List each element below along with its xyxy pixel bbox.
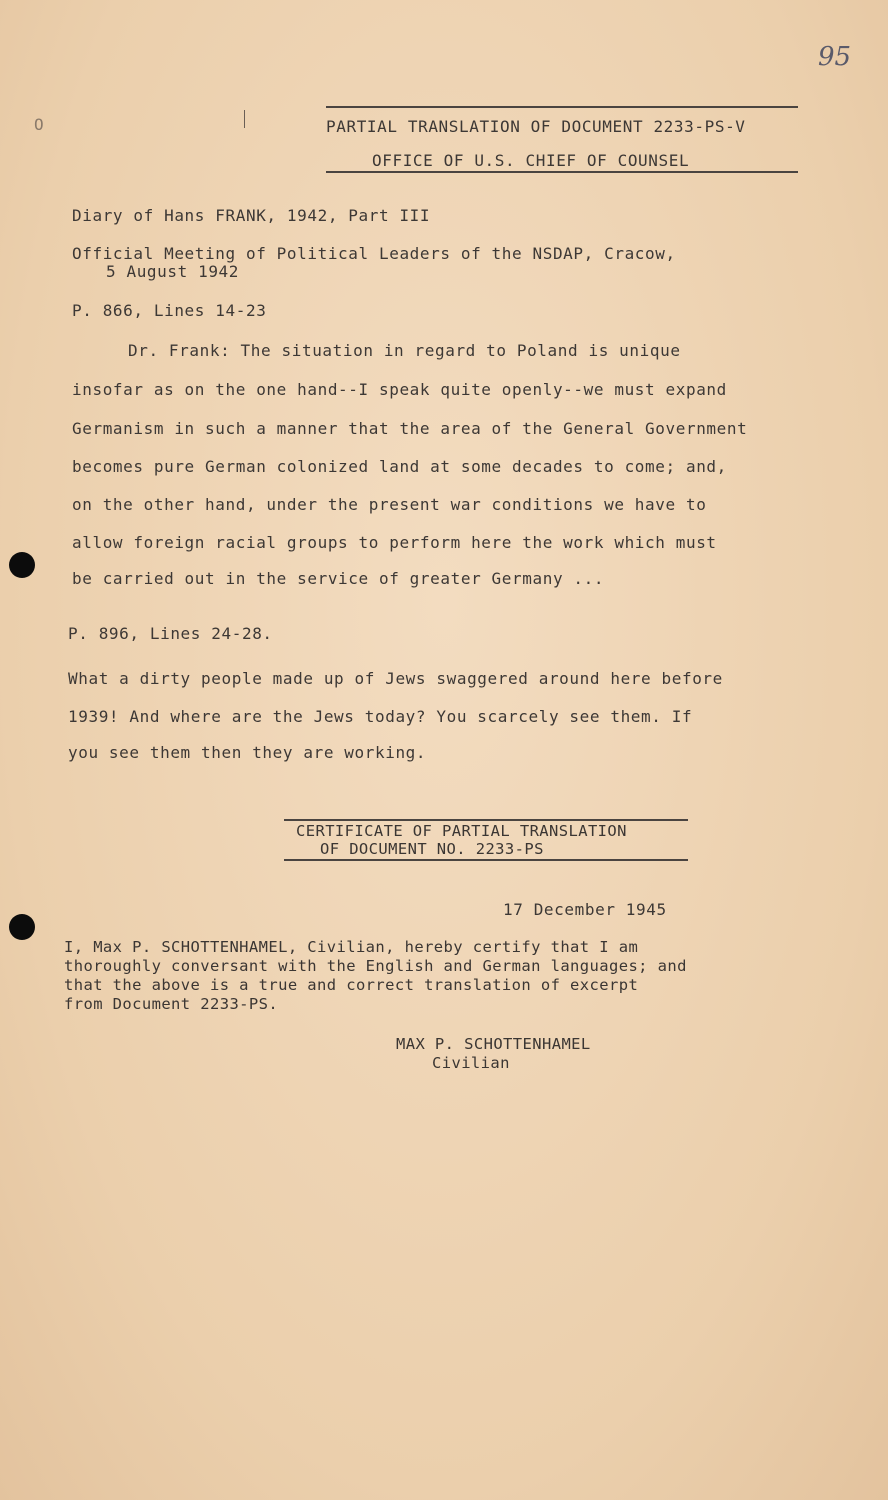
certificate-body-line: from Document 2233-PS. xyxy=(64,995,279,1013)
section2-line: 1939! And where are the Jews today? You scarcely see them. If xyxy=(68,707,693,726)
certificate-body-line: that the above is a true and correct translation of excerpt xyxy=(64,976,639,994)
header-bottom-rule xyxy=(326,171,798,173)
signature-title: Civilian xyxy=(432,1054,510,1072)
section1-line: Dr. Frank: The situation in regard to Poland is unique xyxy=(128,341,681,360)
section2-line: you see them then they are working. xyxy=(68,743,427,762)
certificate-title: CERTIFICATE OF PARTIAL TRANSLATION xyxy=(296,822,627,840)
punch-hole xyxy=(9,552,35,578)
section2-line: What a dirty people made up of Jews swaggered around here before xyxy=(68,669,723,688)
margin-mark: O xyxy=(34,115,44,134)
meeting-line-2: 5 August 1942 xyxy=(106,262,240,281)
certificate-body-line: I, Max P. SCHOTTENHAMEL, Civilian, hereby certify that I am xyxy=(64,938,639,956)
section1-line: allow foreign racial groups to perform here the work which must xyxy=(72,533,717,552)
certificate-subtitle: OF DOCUMENT NO. 2233-PS xyxy=(320,840,544,858)
section1-line: insofar as on the one hand--I speak quite openly--we must expand xyxy=(72,380,727,399)
header-title: PARTIAL TRANSLATION OF DOCUMENT 2233-PS-V xyxy=(326,117,746,136)
section1-line: on the other hand, under the present war conditions we have to xyxy=(72,495,707,514)
header-subtitle: OFFICE OF U.S. CHIEF OF COUNSEL xyxy=(372,151,690,170)
header-top-rule xyxy=(326,106,798,108)
certificate-body-line: thoroughly conversant with the English and German languages; and xyxy=(64,957,687,975)
certificate-bottom-rule xyxy=(284,859,688,861)
certificate-top-rule xyxy=(284,819,688,821)
punch-hole xyxy=(9,914,35,940)
margin-tick xyxy=(244,110,245,128)
section1-line: Germanism in such a manner that the area of the General Government xyxy=(72,419,748,438)
section1-line: becomes pure German colonized land at some decades to come; and, xyxy=(72,457,727,476)
section1-line: be carried out in the service of greater Germany ... xyxy=(72,569,605,588)
certificate-date: 17 December 1945 xyxy=(503,900,667,919)
meeting-line-1: Official Meeting of Political Leaders of the NSDAP, Cracow, xyxy=(72,244,676,263)
page-number: 95 xyxy=(818,42,852,72)
section2-reference: P. 896, Lines 24-28. xyxy=(68,624,273,643)
diary-title: Diary of Hans FRANK, 1942, Part III xyxy=(72,206,431,225)
signature-name: MAX P. SCHOTTENHAMEL xyxy=(396,1035,591,1053)
section1-reference: P. 866, Lines 14-23 xyxy=(72,301,267,320)
